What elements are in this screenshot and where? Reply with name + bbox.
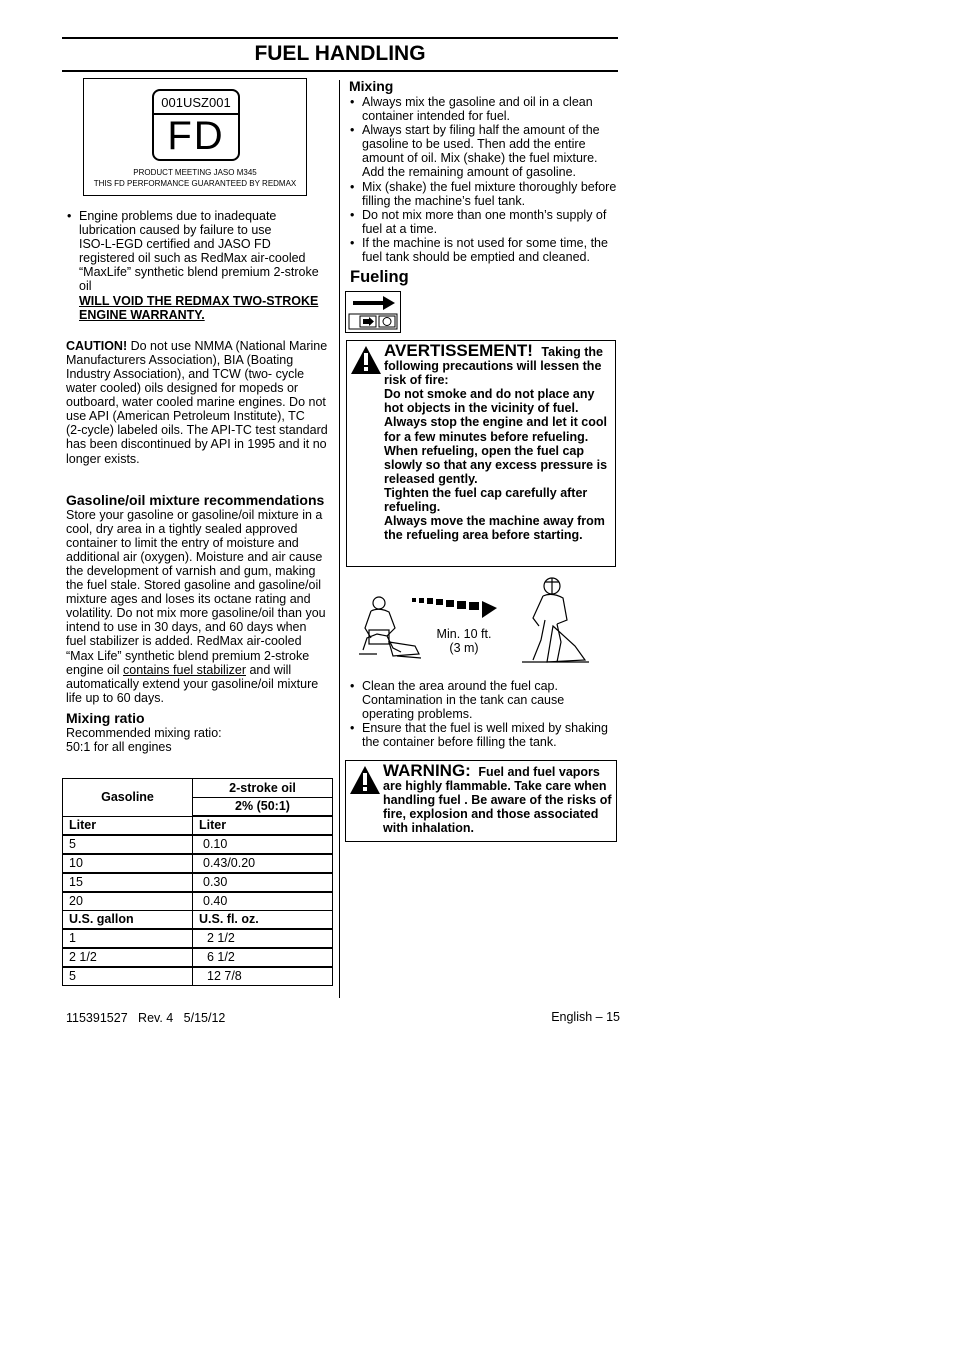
header-oil: 2‑stroke oil xyxy=(193,779,333,798)
mixing-ratio-heading: Mixing ratio xyxy=(66,709,145,726)
avertissement-intro: Taking the following precautions will lessen the risk of fire: xyxy=(384,345,603,388)
warranty-void-text: WILL VOID THE REDMAX TWO-STROKE ENGINE WARRANTY. xyxy=(79,293,319,322)
ratio-line-2: 50:1 for all engines xyxy=(66,740,172,754)
fd-line-1: PRODUCT MEETING JASO M345 xyxy=(133,168,257,177)
table-row xyxy=(63,967,333,986)
distance-label-m: (3 m) xyxy=(449,641,479,655)
warning-text xyxy=(383,761,614,836)
metric-label-left: Liter xyxy=(63,816,193,835)
top-rule xyxy=(62,37,618,39)
table-cell: 2 1/2 xyxy=(63,948,193,967)
table-cell: 6 1/2 xyxy=(193,948,333,967)
table-cell: 5 xyxy=(63,835,193,854)
footer-page-number: English – 15 xyxy=(551,1010,620,1024)
table-cell: 0.30 xyxy=(193,873,333,892)
table-cell: 15 xyxy=(63,873,193,892)
list-item: • Always mix the gasoline and oil in a clean container intended for fuel. xyxy=(349,95,617,123)
table-cell: 20 xyxy=(63,892,193,911)
table-row xyxy=(63,929,333,948)
avertissement-box xyxy=(346,340,616,567)
left-column xyxy=(66,209,329,754)
precaution-line: Always stop the engine and let it cool for a few minutes before refueling. xyxy=(384,415,607,444)
mixing-heading: Mixing xyxy=(349,78,394,94)
table-row xyxy=(63,854,333,873)
mixing-table xyxy=(62,778,333,986)
header-gasoline: Gasoline xyxy=(63,779,193,817)
gasoline-text-2: and will automatically extend your gasoline/oil mixture life up to 60 days. xyxy=(66,662,319,705)
table-row xyxy=(63,948,333,967)
fueling-heading: Fueling xyxy=(350,268,409,286)
gasoline-text-1: Store your gasoline or gasoline/oil mixture in a cool, dry area in a tightly sealed approved container to limit the entry of moisture and additional air (oxygen). Moisture and air cause the development of varnish and gum, making the fuel stale. Stored gasoline and gasoline/oil mixture ages and loses its octane rating and volatility. Do not mix more gasoline/oil than you intend to use in 30 days, and 60 days when fuel stabilizer is added. RedMax air‑cooled “Max Life” synthetic blend premium 2‑stroke engine oil xyxy=(66,507,326,677)
precaution-line: Tighten the fuel cap carefully after refueling. xyxy=(384,485,588,515)
fueling-list xyxy=(349,679,617,749)
fd-code: 001USZ001 xyxy=(161,95,231,110)
warning-box xyxy=(345,760,617,842)
distance-label-ft: Min. 10 ft. xyxy=(436,627,492,641)
list-item xyxy=(66,209,329,322)
us-label-left: U.S. gallon xyxy=(63,911,193,930)
table-row xyxy=(63,892,333,911)
caution-label: CAUTION! xyxy=(66,338,128,353)
list-item: • Mix (shake) the fuel mixture thoroughly before filling the machine’s fuel tank. xyxy=(349,180,617,208)
us-label-right: U.S. fl. oz. xyxy=(193,911,333,930)
metric-label-right: Liter xyxy=(193,816,333,835)
page-title: FUEL HANDLING xyxy=(254,42,426,65)
ratio-line-1: Recommended mixing ratio: xyxy=(66,725,222,740)
warning-body: Fuel and fuel vapors are highly flammable. Take care when handling fuel . Be aware of the risks of fire, explosion and those associated with inhalation. xyxy=(383,765,612,836)
footer-doc-number: 115391527 Rev. 4 5/15/12 xyxy=(66,1011,226,1025)
fd-badge xyxy=(152,89,240,161)
table-row xyxy=(63,835,333,854)
gasoline-heading: Gasoline/oil mixture recommendations xyxy=(66,491,325,508)
list-item: • If the machine is not used for some time, the fuel tank should be emptied and cleaned. xyxy=(349,236,617,264)
warning-triangle-icon xyxy=(350,345,382,375)
column-divider xyxy=(339,80,340,998)
list-item: • Ensure that the fuel is well mixed by shaking the container before filling the tank. xyxy=(349,721,617,749)
fuel-stabilizer-text: contains fuel stabilizer xyxy=(123,662,246,677)
oil-warning-text: Engine problems due to inadequate lubrication caused by failure to use ISO‑L‑EGD certified and JASO FD registered oil such as RedMax air‑cooled “MaxLife” synthetic blend premium 2‑stroke oil xyxy=(79,209,319,294)
precaution-line: When refueling, open the fuel cap slowly so that any excess pressure is released gently. xyxy=(384,443,608,486)
table-cell: 2 1/2 xyxy=(193,929,333,948)
refuel-distance-figure xyxy=(357,576,593,666)
fueling-symbol-icon xyxy=(345,291,401,333)
title-rule xyxy=(62,70,618,72)
warning-title: WARNING: xyxy=(383,761,471,780)
header-ratio: 2% (50:1) xyxy=(193,798,333,817)
caution-paragraph xyxy=(66,339,329,466)
avertissement-title: AVERTISSEMENT! xyxy=(384,341,533,360)
table-cell: 5 xyxy=(63,967,193,986)
table-cell: 1 xyxy=(63,929,193,948)
gasoline-paragraph xyxy=(66,508,329,705)
jaso-fd-label xyxy=(83,78,307,196)
precaution-line: Always move the machine away from the refueling area before starting. xyxy=(384,514,605,543)
fd-line-2: THIS FD PERFORMANCE GUARANTEED BY REDMAX xyxy=(93,179,297,188)
table-cell: 12 7/8 xyxy=(193,967,333,986)
table-row xyxy=(63,873,333,892)
list-item: • Do not mix more than one month’s supply of fuel at a time. xyxy=(349,208,617,236)
list-item: • Always start by filing half the amount of the gasoline to be used. Then add the entire amount of oil. Mix (shake) the fuel mixture. Add the remaining amount of gasoline. xyxy=(349,123,617,179)
table-cell: 0.40 xyxy=(193,892,333,911)
fd-mark: FD xyxy=(167,114,225,158)
caution-text: Do not use NMMA (National Marine Manufacturers Association), BIA (Boating Industry Association), and TCW (two‑ cycle water cooled) oils designed for mopeds or outboard, water cooled marine engines. Do not use API (American Petroleum Institute), TC (2‑cycle) labeled oils. The API‑TC test standard has been discontinued by API in 1995 and it no longer exists. xyxy=(66,338,328,466)
mixing-section xyxy=(349,78,617,264)
table-cell: 0.10 xyxy=(193,835,333,854)
list-item: • Clean the area around the fuel cap. Contamination in the tank can cause operating problems. xyxy=(349,679,617,721)
precaution-line: Do not smoke and do not place any hot objects in the vicinity of fuel. xyxy=(384,387,595,416)
warning-triangle-icon xyxy=(349,765,381,795)
table-cell: 0.43/0.20 xyxy=(193,854,333,873)
table-cell: 10 xyxy=(63,854,193,873)
avertissement-text xyxy=(384,341,613,543)
